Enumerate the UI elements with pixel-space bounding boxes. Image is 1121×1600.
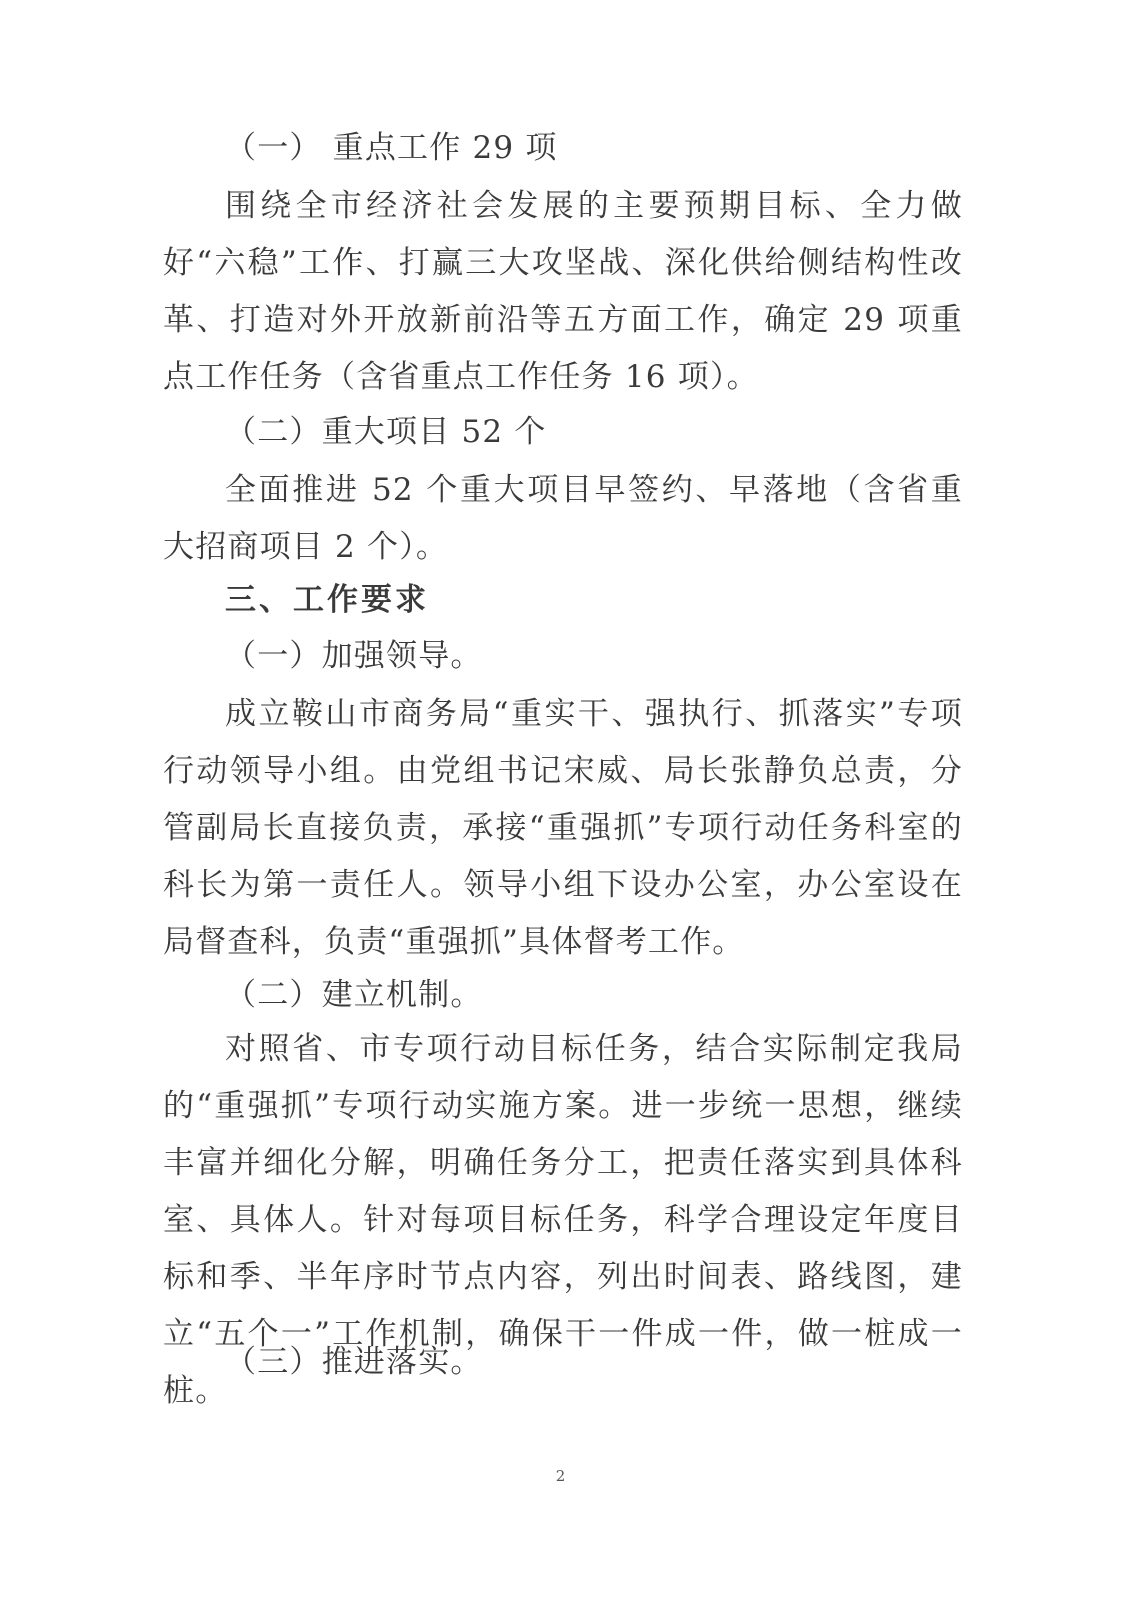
subheading-key-work: （一） 重点工作 29 项 (225, 130, 558, 166)
section-heading-requirements: 三、工作要求 (225, 582, 429, 618)
subheading-mechanism: （二）建立机制。 (225, 977, 483, 1013)
paragraph-mechanism: 对照省、市专项行动目标任务，结合实际制定我局的“重强抓”专项行动实施方案。进一步统一思想，继续丰富并细化分解，明确任务分工，把责任落实到具体科室、具体人。针对每项目标任务，科学合理设定年度目标和季、半年序时节点内容，列出时间表、路线图，建立“五个一”工作机制，确保干一件成一件，做一桩成一桩。 (163, 1031, 963, 1409)
paragraph-leadership: 成立鞍山市商务局“重实干、强执行、抓落实”专项行动领导小组。由党组书记宋威、局长张静负总责，分管副局长直接负责，承接“重强抓”专项行动任务科室的科长为第一责任人。领导小组下设办公室，办公室设在局督查科，负责“重强抓”具体督考工作。 (163, 696, 963, 960)
subheading-implementation: （三）推进落实。 (225, 1344, 483, 1380)
paragraph-key-work: 围绕全市经济社会发展的主要预期目标、全力做好“六稳”工作、打赢三大攻坚战、深化供给侧结构性改革、打造对外开放新前沿等五方面工作，确定 29 项重点工作任务（含省重点工作任务 16 项）。 (163, 188, 963, 395)
subheading-leadership: （一）加强领导。 (225, 638, 483, 674)
subheading-major-projects: （二）重大项目 52 个 (225, 414, 547, 450)
paragraph-major-projects: 全面推进 52 个重大项目早签约、早落地（含省重大招商项目 2 个）。 (163, 472, 963, 565)
page-number: 2 (555, 1467, 566, 1485)
